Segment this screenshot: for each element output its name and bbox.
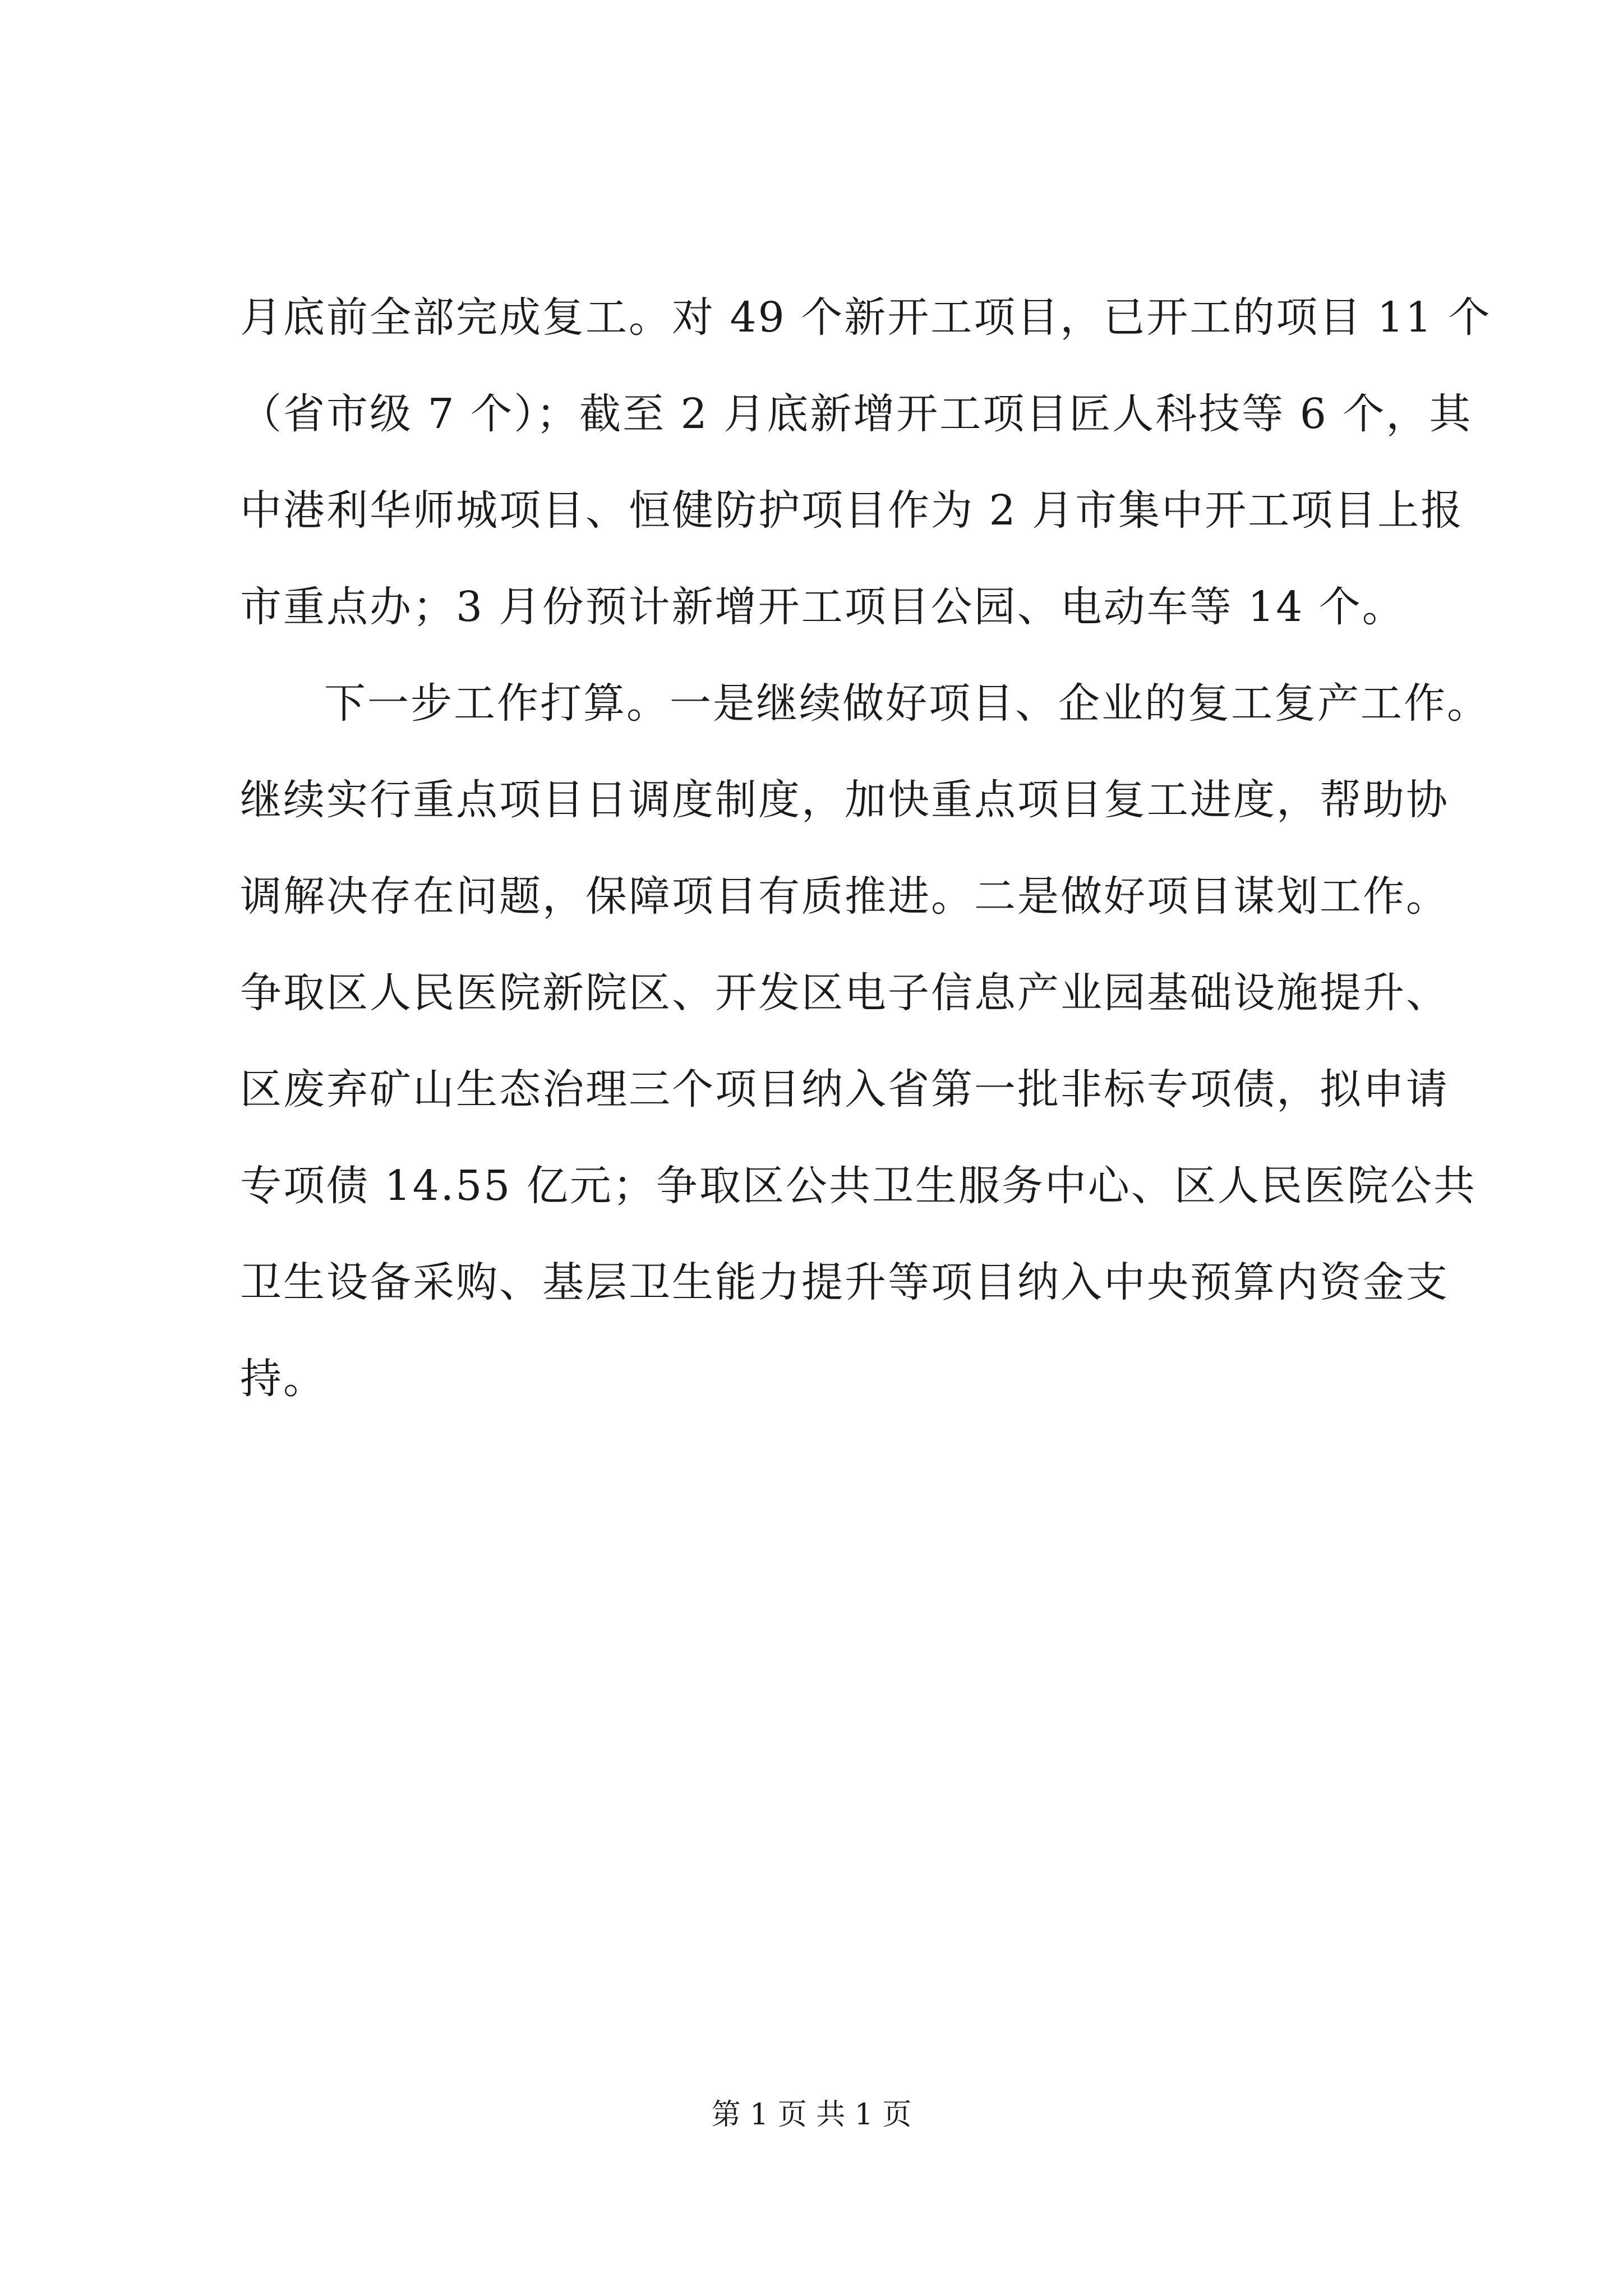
text-line: 争取区人民医院新院区、开发区电子信息产业园基础设施提升、 <box>240 969 1449 1017</box>
text-line: 中港利华师城项目、恒健防护项目作为 2 月市集中开工项目上报 <box>240 486 1464 535</box>
text-line: 卫生设备采购、基层卫生能力提升等项目纳入中央预算内资金支 <box>240 1258 1449 1306</box>
text-line: 月底前全部完成复工。对 49 个新开工项目，已开工的项目 11 个 <box>240 293 1492 342</box>
text-line: （省市级 7 个）；截至 2 月底新增开工项目匠人科技等 6 个，其 <box>240 390 1473 438</box>
document-body <box>240 269 1492 1427</box>
text-line: 继续实行重点项目日调度制度，加快重点项目复工进度，帮助协 <box>240 776 1449 824</box>
text-line: 区废弃矿山生态治理三个项目纳入省第一批非标专项债，拟申请 <box>240 1065 1449 1114</box>
text-line: 市重点办；3 月份预计新增开工项目公园、电动车等 14 个。 <box>240 583 1405 631</box>
paragraph-first-line: 下一步工作打算。一是继续做好项目、企业的复工复产工作。 <box>324 679 1490 728</box>
text-line: 专项债 14.55 亿元；争取区公共卫生服务中心、区人民医院公共 <box>240 1162 1477 1210</box>
text-line: 持。 <box>240 1355 326 1403</box>
page-footer: 第 1 页 共 1 页 <box>711 2098 912 2132</box>
text-line: 调解决存在问题，保障项目有质推进。二是做好项目谋划工作。 <box>240 872 1449 921</box>
